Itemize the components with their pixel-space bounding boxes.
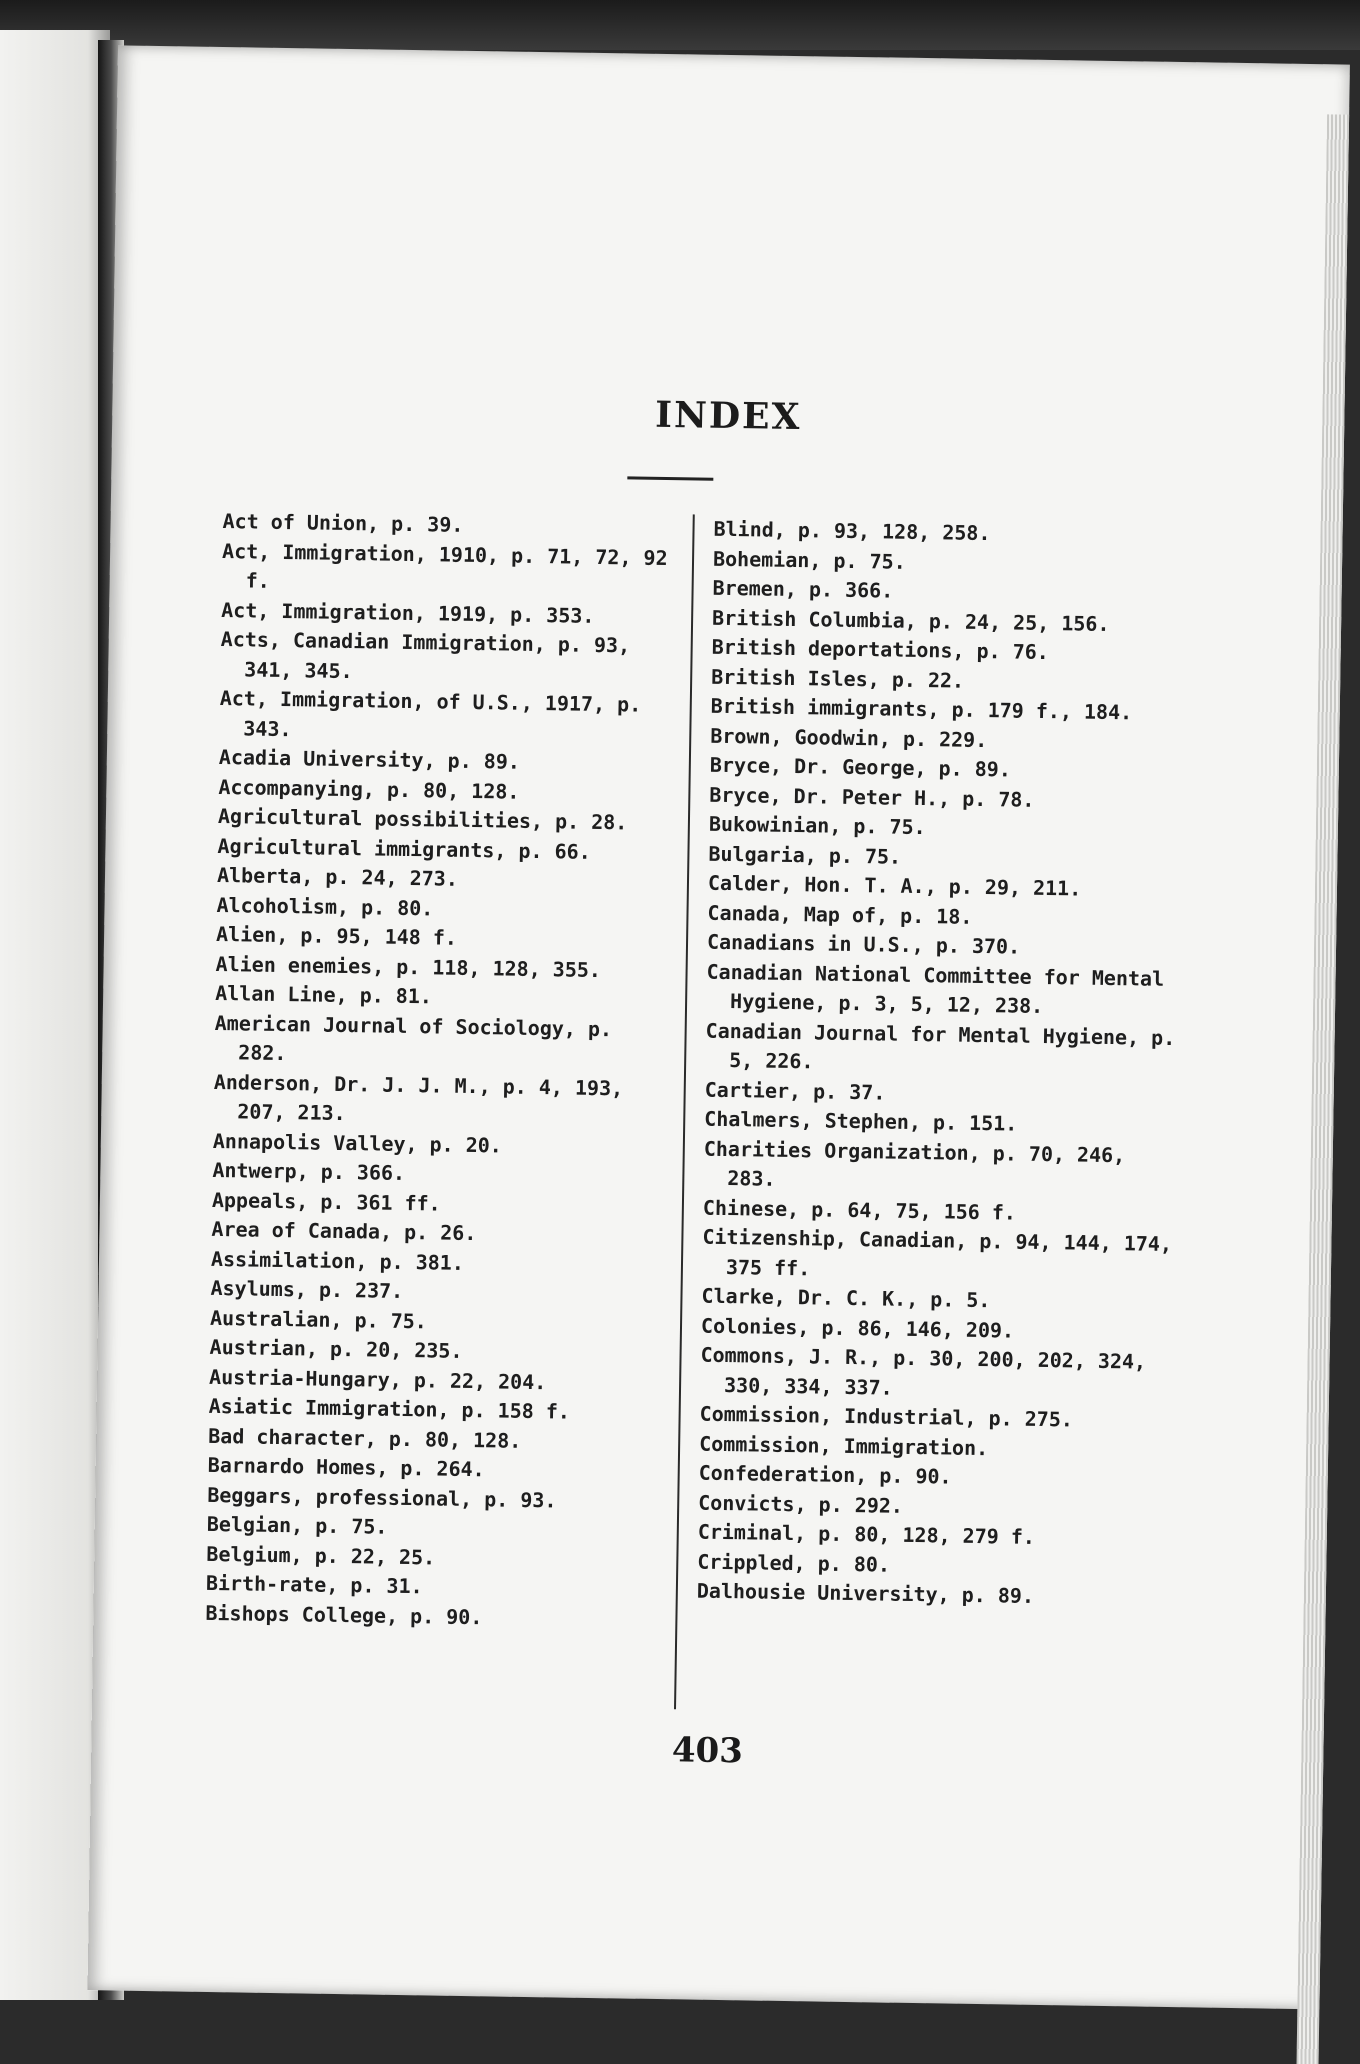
index-entry: Confederation, p. 90. [698,1460,952,1489]
index-entry: Appeals, p. 361 ff. [211,1187,441,1216]
index-entry: Acts, Canadian Immigration, p. 93, 341, 345. [220,627,631,683]
index-entry: Commons, J. R., p. 30, 200, 202, 324, 330, 334, 337. [700,1342,1147,1400]
index-entry: Canadians in U.S., p. 370. [706,929,1021,959]
index-entry: Bad character, p. 80, 128. [208,1423,522,1453]
index-entry: Blind, p. 93, 128, 258. [713,516,991,546]
index-entry: Act of Union, p. 39. [222,509,464,537]
index-entry: Bishops College, p. 90. [205,1600,483,1629]
index-entry: Cartier, p. 37. [704,1077,886,1105]
index-entry: Birth-rate, p. 31. [205,1570,423,1599]
book-page [88,45,1350,2009]
index-entry: Bohemian, p. 75. [712,546,906,574]
index-entry: Clarke, Dr. C. K., p. 5. [701,1283,991,1313]
index-entry: Bryce, Dr. Peter H., p. 78. [709,782,1035,812]
index-entry: Agricultural possibilities, p. 28. [217,803,628,835]
index-entry: Asiatic Immigration, p. 158 f. [208,1393,571,1424]
index-entry: Agricultural immigrants, p. 66. [217,833,591,864]
index-entry: Acadia University, p. 89. [218,744,521,774]
index-entry: Chalmers, Stephen, p. 151. [704,1106,1018,1136]
index-entry: Act, Immigration, 1919, p. 353. [221,597,595,628]
index-entry: Charities Organization, p. 70, 246, 283. [703,1136,1126,1191]
index-entry: Austrian, p. 20, 235. [209,1334,463,1363]
index-entry: Brown, Goodwin, p. 229. [710,723,988,752]
page-title: INDEX [654,393,802,439]
index-column-right [697,515,1184,1614]
index-entry: Assimilation, p. 381. [210,1246,465,1275]
index-entry: Alcoholism, p. 80. [216,892,434,920]
index-entry: Commission, Immigration. [699,1431,989,1460]
index-entry: Alberta, p. 24, 273. [216,862,459,891]
index-entry: British deportations, p. 76. [711,634,1050,665]
index-entry: Criminal, p. 80, 128, 279 f. [697,1519,1036,1549]
index-entry: Beggars, professional, p. 93. [207,1482,557,1512]
index-entry: Act, Immigration, of U.S., 1917, p. 343. [219,686,642,741]
title-rule [627,476,713,480]
index-entry: Antwerp, p. 366. [212,1157,406,1185]
index-entry: Accompanying, p. 80, 128. [218,774,520,804]
index-entry: Belgian, p. 75. [206,1511,388,1539]
index-entry: Bremen, p. 366. [712,575,894,603]
index-entry: Convicts, p. 292. [698,1490,904,1518]
index-entry: Allan Line, p. 81. [215,980,433,1009]
index-entry: Commission, Industrial, p. 275. [699,1401,1074,1432]
index-entry: Belgium, p. 22, 25. [206,1541,436,1569]
index-column-left [205,507,678,1635]
index-entry: Act, Immigration, 1910, p. 71, 72, 92 f. [221,538,668,593]
index-entry: Chinese, p. 64, 75, 156 f. [702,1195,1017,1225]
index-entry: Bukowinian, p. 75. [708,811,926,840]
index-entry: Alien enemies, p. 118, 128, 355. [215,951,602,982]
index-entry: Australian, p. 75. [209,1305,428,1333]
index-entry: Austria-Hungary, p. 22, 204. [208,1364,547,1394]
index-entry: Crippled, p. 80. [697,1549,891,1577]
index-entry: British Columbia, p. 24, 25, 156. [711,605,1110,636]
index-entry: Canadian Journal for Mental Hygiene, p. 5, 226. [705,1018,1176,1074]
index-entry: British Isles, p. 22. [711,664,965,693]
index-entry: Bryce, Dr. George, p. 89. [709,752,1012,782]
column-divider [674,514,695,1709]
index-entry: Dalhousie University, p. 89. [696,1578,1035,1608]
index-entry: Annapolis Valley, p. 20. [212,1128,503,1157]
index-entry: Anderson, Dr. J. J. M., p. 4, 193, 207, 213. [213,1069,624,1126]
index-entry: Colonies, p. 86, 146, 209. [700,1313,1015,1343]
index-entry: Barnardo Homes, p. 264. [207,1452,485,1482]
index-entry: Canadian National Committee for Mental Hygiene, p. 3, 5, 12, 238. [706,959,1165,1018]
index-entry: Calder, Hon. T. A., p. 29, 211. [707,870,1082,901]
scanner-background [0,0,1360,50]
index-entry: Canada, Map of, p. 18. [707,900,973,929]
index-entry: Area of Canada, p. 26. [211,1216,477,1246]
index-entry: British immigrants, p. 179 f., 184. [710,693,1133,725]
index-entry: Asylums, p. 237. [210,1275,404,1303]
index-entry: American Journal of Sociology, p. 282. [214,1010,613,1066]
index-entry: Bulgaria, p. 75. [708,841,902,869]
page-number: 403 [671,1730,744,1772]
index-entry: Alien, p. 95, 148 f. [215,921,458,950]
index-entry: Citizenship, Canadian, p. 94, 144, 174, 375 ff. [702,1224,1173,1280]
